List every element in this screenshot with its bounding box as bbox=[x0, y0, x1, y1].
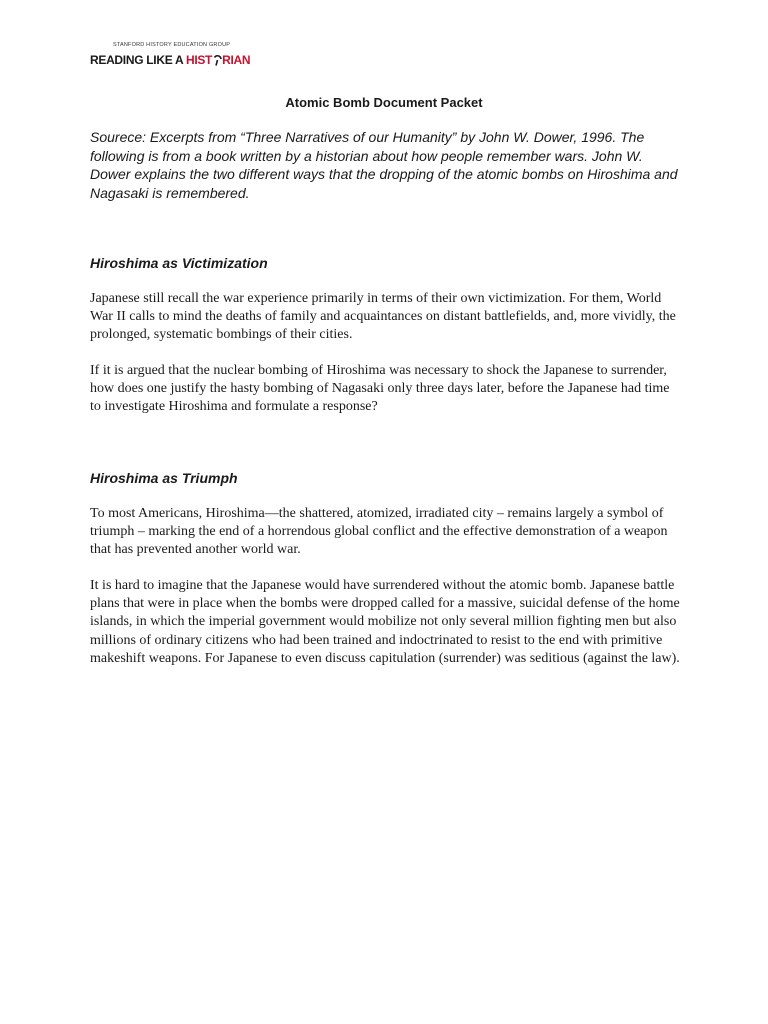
source-note: Sourece: Excerpts from “Three Narratives of our Humanity” by John W. Dower, 1996. The following is from a book written by a historian about how people remember wars. John W. Dower explains the two different ways that the dropping of the atomic bombs on Hiroshima and Nagasaki is remembered. bbox=[90, 129, 678, 201]
section-heading-victimization: Hiroshima as Victimization bbox=[90, 255, 268, 271]
victimization-paragraph-2: If it is argued that the nuclear bombing of Hiroshima was necessary to shock the Japanese to surrender, how does one justify the hasty bombing of Nagasaki only three days later, before the Japanese had time to investigate Hiroshima and formulate a response? bbox=[90, 363, 670, 415]
reading-like-a-historian-logo bbox=[90, 42, 251, 72]
section-heading-triumph: Hiroshima as Triumph bbox=[90, 470, 238, 486]
logo-wordmark bbox=[90, 53, 251, 67]
logo-wordmark-red-2: RIAN bbox=[222, 53, 251, 67]
document-title: Atomic Bomb Document Packet bbox=[285, 95, 483, 110]
triumph-paragraph-1: To most Americans, Hiroshima—the shattered, atomized, irradiated city – remains largely a symbol of triumph – marking the end of a horrendous global conflict and the effective demonstration of a weapon that has prevented another world war. bbox=[90, 506, 668, 558]
logo-wordmark-prefix: READING LIKE A bbox=[90, 53, 186, 67]
logo-org-name: STANFORD HISTORY EDUCATION GROUP bbox=[113, 42, 231, 48]
magnifier-o-icon bbox=[213, 54, 222, 66]
victimization-paragraph-1: Japanese still recall the war experience primarily in terms of their own victimization. For them, World War II calls to mind the deaths of family and acquaintances on distant battlefields, and, more vividly, the prolonged, systematic bombings of their cities. bbox=[90, 291, 676, 343]
logo-wordmark-red-1: HIST bbox=[185, 53, 213, 67]
triumph-paragraph-2: It is hard to imagine that the Japanese would have surrendered without the atomic bomb. Japanese battle plans that were in place when the bombs were dropped called for a massive, suicidal defense of the home islands, in which the imperial government would mobilize not only several million fighting men but also millions of ordinary citizens who had been trained and indoctrinated to resist to the end with primitive makeshift weapons. For Japanese to even discuss capitulation (surrender) was seditious (against the law). bbox=[90, 578, 680, 666]
